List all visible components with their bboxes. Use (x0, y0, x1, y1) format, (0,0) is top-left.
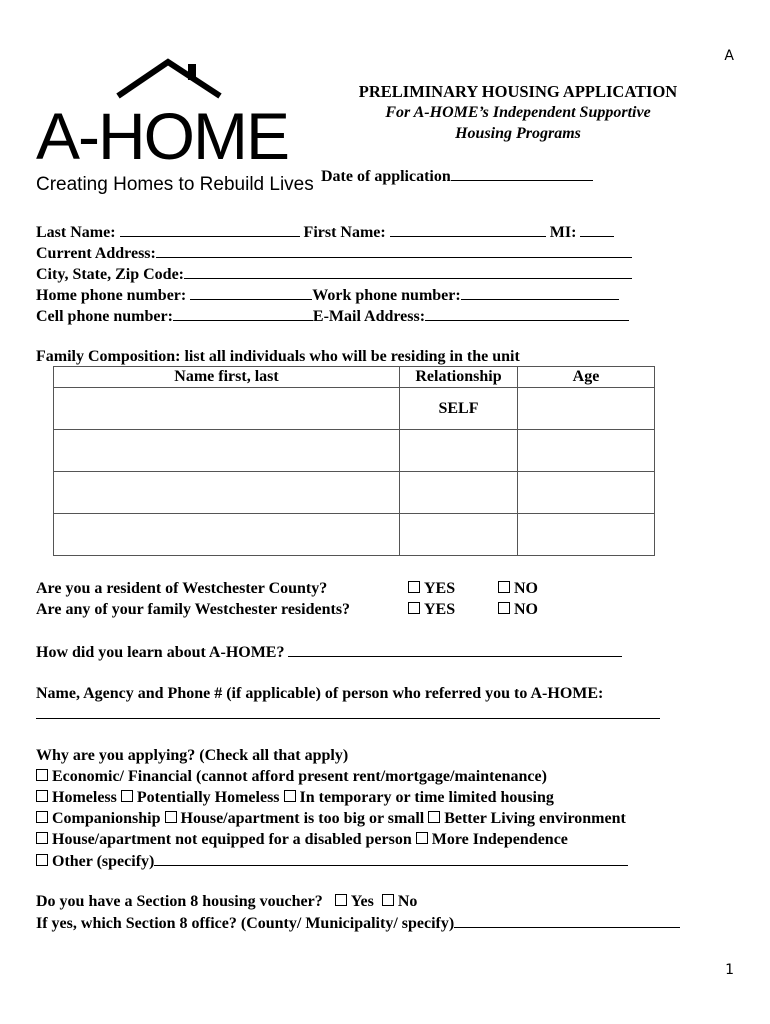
checkbox-icon[interactable] (498, 581, 510, 593)
name-row (36, 222, 614, 243)
email-field[interactable] (425, 306, 629, 321)
a-home-logo (36, 58, 316, 198)
header-relationship: Relationship (400, 367, 518, 388)
work-phone-label: Work phone number: (312, 287, 461, 304)
checkbox-icon[interactable] (36, 832, 48, 844)
learn-label: How did you learn about A-HOME? (36, 644, 285, 661)
checkbox-icon[interactable] (121, 790, 133, 802)
name-cell[interactable] (54, 514, 400, 556)
checkbox-icon[interactable] (36, 790, 48, 802)
relationship-cell[interactable] (400, 430, 518, 472)
corner-letter: A (724, 48, 734, 64)
last-name-field[interactable] (120, 222, 300, 237)
referral-label: Name, Agency and Phone # (if applicable) of person who referred you to A-HOME: (36, 685, 604, 702)
family-resident-question: Are any of your family Westchester residents? (36, 601, 351, 618)
reason-companionship: Companionship (52, 810, 161, 827)
relationship-cell[interactable] (400, 514, 518, 556)
subtitle-line-1: For A-HOME’s Independent Supportive (385, 104, 651, 121)
checkbox-icon[interactable] (36, 769, 48, 781)
title-block (330, 82, 706, 144)
house-roof-icon (114, 58, 226, 102)
reason-row-3 (36, 809, 626, 829)
learn-field[interactable] (288, 642, 622, 657)
phone-row (36, 285, 619, 306)
resident-no[interactable] (498, 579, 538, 599)
checkbox-icon[interactable] (36, 811, 48, 823)
learn-row (36, 642, 622, 663)
home-phone-label: Home phone number: (36, 287, 187, 304)
logo-wordmark: A-HOME (36, 99, 288, 173)
header-age: Age (518, 367, 655, 388)
reason-not-equipped: House/apartment not equipped for a disabled person (52, 831, 412, 848)
resident-yes[interactable] (408, 579, 455, 599)
reason-row-1 (36, 767, 547, 787)
date-field[interactable] (451, 166, 593, 181)
family-resident-yes-label: YES (424, 601, 456, 618)
reason-other: Other (specify) (52, 853, 155, 870)
checkbox-icon[interactable] (335, 894, 347, 906)
last-name-label: Last Name: (36, 224, 116, 241)
resident-question: Are you a resident of Westchester County? (36, 580, 328, 597)
cell-email-row (36, 306, 629, 327)
mi-field[interactable] (580, 222, 614, 237)
reason-homeless: Homeless (52, 789, 117, 806)
cell-phone-label: Cell phone number: (36, 308, 173, 325)
reason-row-2 (36, 788, 554, 808)
date-label: Date of application (321, 168, 451, 185)
checkbox-icon[interactable] (36, 854, 48, 866)
home-phone-field[interactable] (190, 285, 312, 300)
address-row (36, 243, 632, 264)
relationship-cell[interactable] (400, 472, 518, 514)
referral-row (36, 704, 660, 725)
age-cell[interactable] (518, 388, 655, 430)
reason-better-living: Better Living environment (444, 810, 626, 827)
subtitle-line-2: Housing Programs (455, 125, 581, 142)
name-cell[interactable] (54, 388, 400, 430)
reasons-heading: Why are you applying? (Check all that apply) (36, 747, 349, 764)
name-cell[interactable] (54, 430, 400, 472)
referral-field[interactable] (36, 704, 660, 719)
city-row (36, 264, 632, 285)
family-heading: Family Composition: list all individuals who will be residing in the unit (36, 348, 520, 365)
checkbox-icon[interactable] (382, 894, 394, 906)
table-row (54, 388, 655, 430)
checkbox-icon[interactable] (408, 581, 420, 593)
family-table-header (54, 367, 655, 388)
section8-office-field[interactable] (454, 913, 680, 928)
email-label: E-Mail Address: (312, 308, 426, 325)
reason-economic: Economic/ Financial (cannot afford present rent/mortgage/maintenance) (52, 768, 547, 785)
header-name: Name first, last (54, 367, 400, 388)
reason-row-5 (36, 851, 628, 872)
resident-no-label: NO (514, 580, 538, 597)
checkbox-icon[interactable] (428, 811, 440, 823)
section8-question: Do you have a Section 8 housing voucher? (36, 893, 323, 910)
resident-yes-label: YES (424, 580, 456, 597)
page-number: 1 (725, 962, 734, 978)
relationship-cell[interactable]: SELF (400, 388, 518, 430)
table-row (54, 430, 655, 472)
family-resident-no[interactable] (498, 600, 538, 620)
checkbox-icon[interactable] (416, 832, 428, 844)
age-cell[interactable] (518, 430, 655, 472)
family-resident-no-label: NO (514, 601, 538, 618)
reason-too-big: House/apartment is too big or small (180, 810, 425, 827)
section8-office-row (36, 913, 680, 934)
family-table (53, 366, 655, 556)
checkbox-icon[interactable] (408, 602, 420, 614)
address-label: Current Address: (36, 245, 156, 262)
section8-office-label: If yes, which Section 8 office? (County/ Municipality/ specify) (36, 915, 455, 932)
city-label: City, State, Zip Code: (36, 266, 184, 283)
date-row (321, 166, 593, 187)
family-resident-yes[interactable] (408, 600, 455, 620)
logo-tagline: Creating Homes to Rebuild Lives (36, 174, 314, 195)
first-name-field[interactable] (390, 222, 546, 237)
name-cell[interactable] (54, 472, 400, 514)
section8-yes-label: Yes (350, 893, 374, 910)
section8-row (36, 892, 417, 912)
checkbox-icon[interactable] (165, 811, 177, 823)
reason-potentially-homeless: Potentially Homeless (136, 789, 280, 806)
mi-label: MI: (549, 224, 577, 241)
age-cell[interactable] (518, 472, 655, 514)
age-cell[interactable] (518, 514, 655, 556)
reason-row-4 (36, 830, 568, 850)
table-row (54, 514, 655, 556)
checkbox-icon[interactable] (498, 602, 510, 614)
city-field[interactable] (184, 264, 632, 279)
other-field[interactable] (154, 851, 628, 866)
cell-phone-field[interactable] (173, 306, 313, 321)
work-phone-field[interactable] (461, 285, 619, 300)
reason-independence: More Independence (431, 831, 568, 848)
first-name-label: First Name: (303, 224, 386, 241)
checkbox-icon[interactable] (284, 790, 296, 802)
table-row (54, 472, 655, 514)
reason-temporary: In temporary or time limited housing (299, 789, 554, 806)
page-title: PRELIMINARY HOUSING APPLICATION (358, 82, 678, 101)
section8-no-label: No (397, 893, 418, 910)
address-field[interactable] (156, 243, 632, 258)
